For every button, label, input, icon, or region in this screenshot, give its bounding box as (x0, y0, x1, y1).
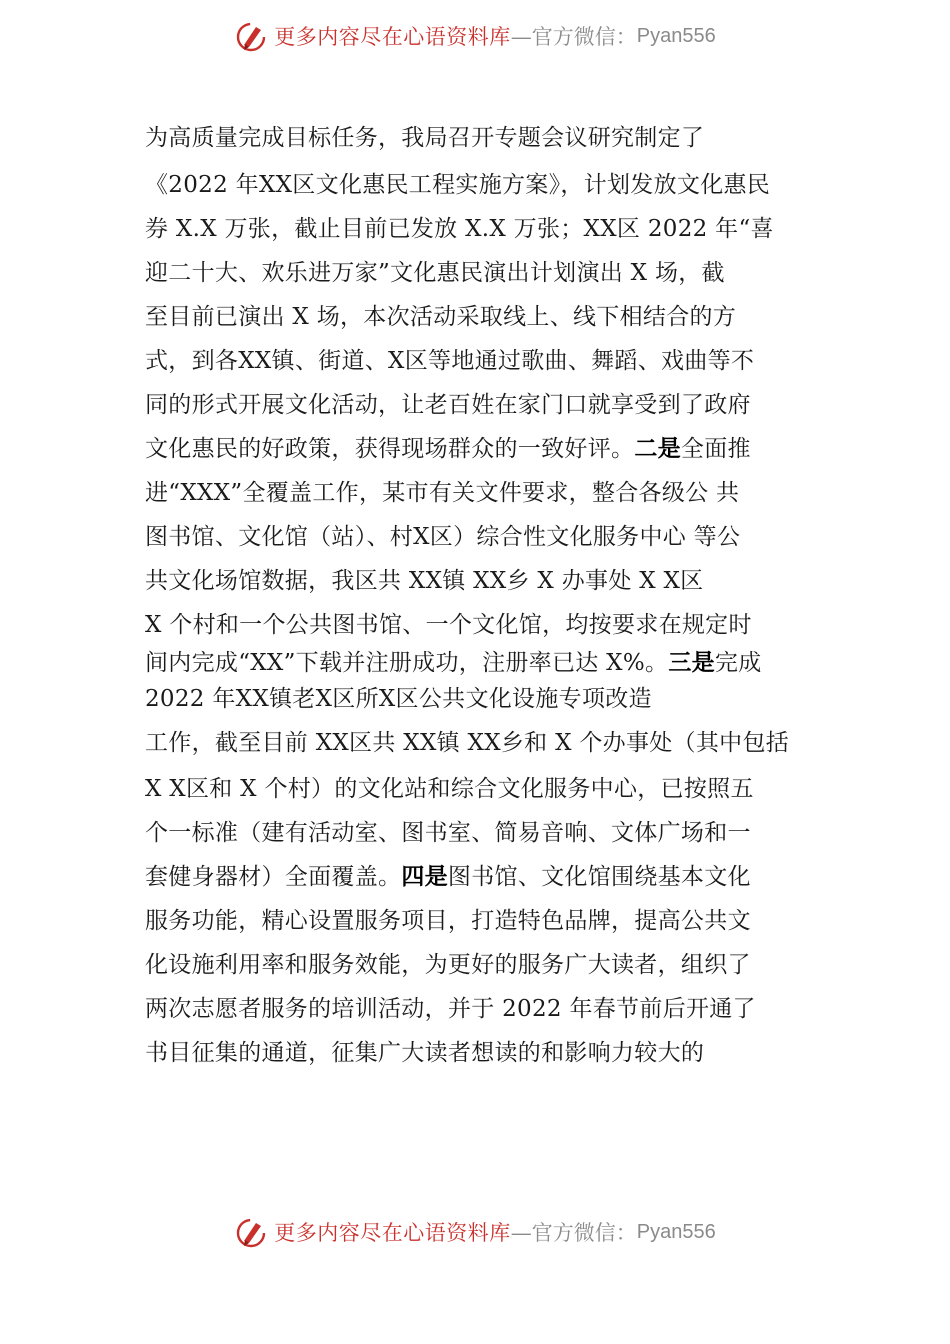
text-line (145, 123, 704, 153)
line-text: X X区和 X 个村）的文化站和综合文化服务中心，已按照五 (145, 776, 754, 802)
line-text: 同的形式开展文化活动，让老百姓在家门口就享受到了政府 (145, 392, 751, 418)
line-text: 进“XXX”全覆盖工作，某市有关文件要求，整合各级公 共 (145, 480, 740, 506)
text-line (145, 478, 739, 508)
line-text-tail: 完成 (714, 650, 762, 676)
banner-wechat-id: Pyan556 (636, 24, 716, 47)
line-text: 券 X.X 万张，截止目前已发放 X.X 万张；XX区 2022 年“喜 (145, 216, 774, 242)
text-line (145, 1038, 704, 1068)
text-line (145, 950, 751, 980)
text-line (145, 346, 754, 376)
line-text: 式，到各XX镇、街道、X区等地通过歌曲、舞蹈、戏曲等不 (145, 348, 755, 374)
line-text: 间内完成“XX”下载并注册成功，注册率已达 X%。 (145, 650, 669, 676)
bold-marker: 二是 (634, 436, 681, 462)
line-text: 化设施利用率和服务效能，为更好的服务广大读者，组织了 (145, 952, 751, 978)
text-line (145, 648, 762, 678)
footer-watermark-banner (0, 1210, 950, 1254)
text-line (145, 994, 756, 1024)
text-line (145, 906, 751, 936)
line-text: 两次志愿者服务的培训活动，并于 2022 年春节前后开通了 (145, 996, 756, 1022)
line-text: 服务功能，精心设置服务项目，打造特色品牌，提高公共文 (145, 908, 751, 934)
banner-title: 更多内容尽在心语资料库 (274, 25, 511, 49)
line-text: X 个村和一个公共图书馆、一个文化馆，均按要求在规定时 (145, 612, 752, 638)
text-line (145, 566, 703, 596)
line-text: 文化惠民的好政策，获得现场群众的一致好评。 (145, 436, 635, 462)
pen-nib-logo-icon (234, 1215, 268, 1249)
line-text: 书目征集的通道，征集广大读者想读的和影响力较大的 (145, 1040, 705, 1066)
banner-wechat-id: Pyan556 (636, 1220, 716, 1243)
text-line (145, 818, 751, 848)
line-text: 2022 年XX镇老X区所X区公共文化设施专项改造 (145, 686, 652, 712)
text-line (145, 862, 751, 892)
line-text: 至目前已演出 X 场，本次活动采取线上、线下相结合的方 (145, 304, 737, 330)
line-text: 《2022 年XX区文化惠民工程实施方案》，计划发放文化惠民 (145, 172, 771, 198)
banner-title: 更多内容尽在心语资料库 (274, 1221, 511, 1245)
text-line (145, 434, 751, 464)
line-text-tail: 全面推 (680, 436, 751, 462)
line-text: 套健身器材）全面覆盖。 (145, 864, 402, 890)
text-line (145, 728, 789, 758)
line-text: 共文化场馆数据，我区共 XX镇 XX乡 X 办事处 X X区 (145, 568, 704, 594)
line-text-tail: 图书馆、文化馆围绕基本文化 (447, 864, 751, 890)
line-text: 迎二十大、欢乐进万家”文化惠民演出计划演出 X 场，截 (145, 260, 725, 286)
line-text: 个一标准（建有活动室、图书室、简易音响、文体广场和一 (145, 820, 751, 846)
text-line (145, 610, 752, 640)
line-text: 为高质量完成目标任务，我局召开专题会议研究制定了 (145, 125, 705, 151)
bold-marker: 四是 (401, 864, 448, 890)
text-line (145, 522, 740, 552)
header-watermark-banner (0, 14, 950, 58)
text-line (145, 390, 751, 420)
line-text: 工作，截至目前 XX区共 XX镇 XX乡和 X 个办事处（其中包括 (145, 730, 790, 756)
text-line (145, 684, 652, 714)
line-text: 图书馆、文化馆（站）、村X区）综合性文化服务中心 等公 (145, 524, 741, 550)
pen-nib-logo-icon (234, 19, 268, 53)
banner-label: —官方微信： (510, 1221, 637, 1245)
banner-label: —官方微信： (510, 25, 637, 49)
text-line (145, 774, 754, 804)
text-line (145, 258, 725, 288)
bold-marker: 三是 (668, 650, 715, 676)
text-line (145, 302, 736, 332)
text-line (145, 170, 770, 200)
text-line (145, 214, 774, 244)
